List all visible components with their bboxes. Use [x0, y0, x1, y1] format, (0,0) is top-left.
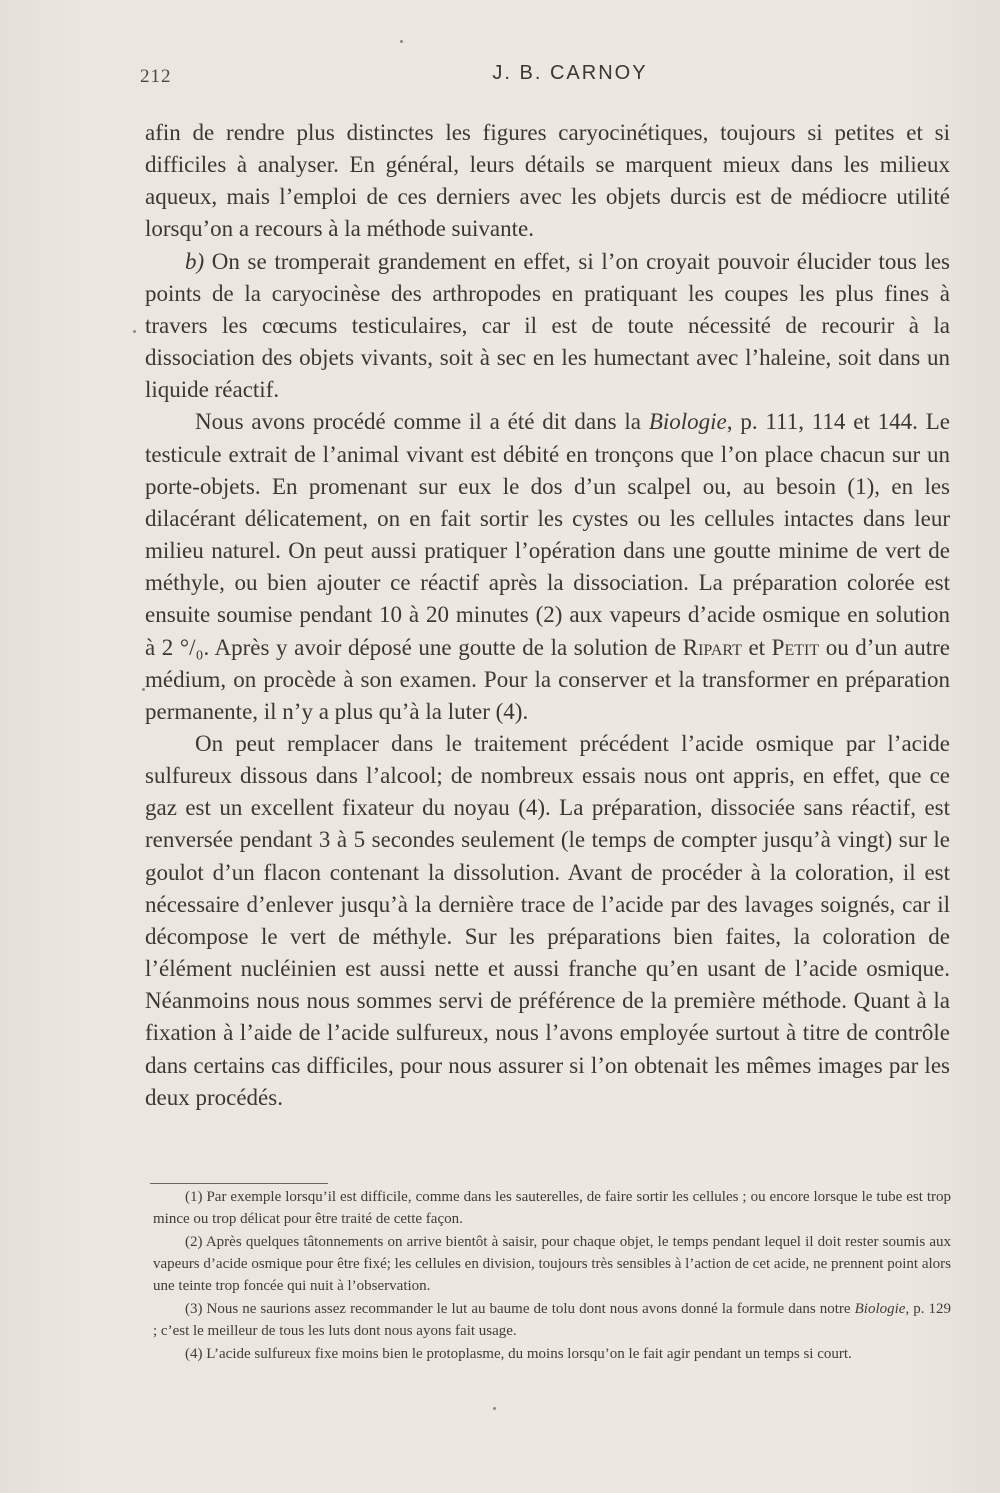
italic-text: Biologie [648, 409, 727, 435]
text-run: On se tromperait grandement en effet, si l’on croyait pouvoir élucider tous les points de la caryocinèse des arthropodes en pratiquant les coupes les plus fines à travers les cœcums testiculaires, car il est de toute nécessité de recourir à la dissociation des objets vivants, soit à sec en les humectant avec l’haleine, soit dans un liquide réactif. [145, 248, 950, 403]
paper-speck [133, 330, 136, 333]
page-number: 212 [140, 66, 172, 87]
italic-text: Biologie [854, 1300, 906, 1317]
text-run: afin de rendre plus distinctes les figures caryocinétiques, toujours si petites et si difficiles à analyser. En général, leurs détails se marquent mieux dans les milieux aqueux, mais l’emploi de ces derniers avec les objets durcis est de médiocre utilité lorsqu’on a recours à la méthode suivante. [145, 120, 950, 242]
main-text [145, 117, 950, 1114]
paper-speck [493, 1407, 496, 1410]
text-run: (2) Après quelques tâtonnements on arrive bientôt à saisir, pour chaque objet, le temps pendant lequel il doit rester soumis aux vapeurs d’acide osmique pour être fixé; les cellules en division, toujours très sensibles à l’action de cet acide, ne prennent point alors une teinte trop foncée qui nuit à l’observation. [153, 1233, 951, 1295]
footnote [153, 1186, 951, 1231]
paragraph [145, 728, 950, 1114]
italic-text: b) [185, 248, 205, 274]
text-run: (3) Nous ne saurions assez recommander le lut au baume de tolu dont nous avons donné la formule dans notre [185, 1300, 855, 1317]
running-head: J. B. CARNOY [492, 62, 648, 84]
small-caps-name: Ripart [682, 634, 742, 660]
paragraph [145, 406, 950, 728]
small-caps-name: Petit [771, 634, 820, 660]
footnote [153, 1298, 951, 1343]
paper-speck [142, 688, 145, 691]
paragraph [145, 246, 950, 407]
page-header [140, 58, 940, 94]
footnotes [153, 1186, 951, 1365]
text-run: , p. 111, 114 et 144. Le testicule extrait de l’animal vivant est débité en tronçons que l’on place chacun sur un porte-objets. En promenant sur eux le dos d’un scalpel ou, au besoin (1), en les dilacérant délicatement, on en fait sortir les cystes ou les cellules intactes dans leur milieu naturel. On peut aussi pratiquer l’opération dans une goutte minime de vert de méthyle, ou bien ajouter ce réactif après la dissociation. La préparation colorée est ensuite soumise pendant 10 à 20 minutes (2) aux vapeurs d’acide osmique en solution à 2 °/₀. Après y avoir déposé une goutte de la solution de [145, 409, 951, 660]
text-run: Nous avons procédé comme il a été dit dans la [195, 409, 649, 435]
text-run: , p. 129 ; c’est le meilleur de tous les luts dont nous ayons fait usage. [153, 1300, 951, 1340]
text-run: On peut remplacer dans le traitement précédent l’acide osmique par l’acide sulfureux dissous dans l’alcool; de nombreux essais nous ont appris, en effet, que ce gaz est un excellent fixateur du noyau (4). La préparation, dissociée sans réactif, est renversée pendant 3 à 5 secondes seulement (le temps de compter jusqu’à vingt) sur le goulot d’un flacon contenant la dissolution. Avant de procéder à la coloration, il est nécessaire d’enlever jusqu’à la dernière trace de l’acide par des lavages soignés, car il décompose le vert de méthyle. Sur les préparations bien faites, la coloration de l’élément nucléinien est aussi nette et aussi franche qu’en usant de l’acide osmique. Néanmoins nous nous sommes servi de préférence de la première méthode. Quant à la fixation à l’aide de l’acide sulfureux, nous l’avons employée surtout à titre de contrôle dans certains cas difficiles, pour nous assurer si l’on obtenait les mêmes images par les deux procédés. [145, 730, 950, 1110]
footnote [153, 1231, 951, 1298]
text-run: (4) L’acide sulfureux fixe moins bien le protoplasme, du moins lorsqu’on le fait agir pendant un temps si court. [185, 1345, 852, 1362]
paper-speck [400, 40, 403, 43]
text-run: et [741, 634, 772, 660]
footnote-rule [150, 1183, 328, 1184]
paragraph [145, 117, 950, 246]
text-run: (1) Par exemple lorsqu’il est difficile, comme dans les sauterelles, de faire sortir les cellules ; ou encore lorsque le tube est trop mince ou trop délicat pour être traité de cette façon. [153, 1189, 951, 1228]
footnote [153, 1343, 951, 1365]
text-run: ou d’un autre médium, on procède à son examen. Pour la conserver et la transformer en préparation permanente, il n’y a plus qu’à la luter (4). [145, 634, 950, 724]
